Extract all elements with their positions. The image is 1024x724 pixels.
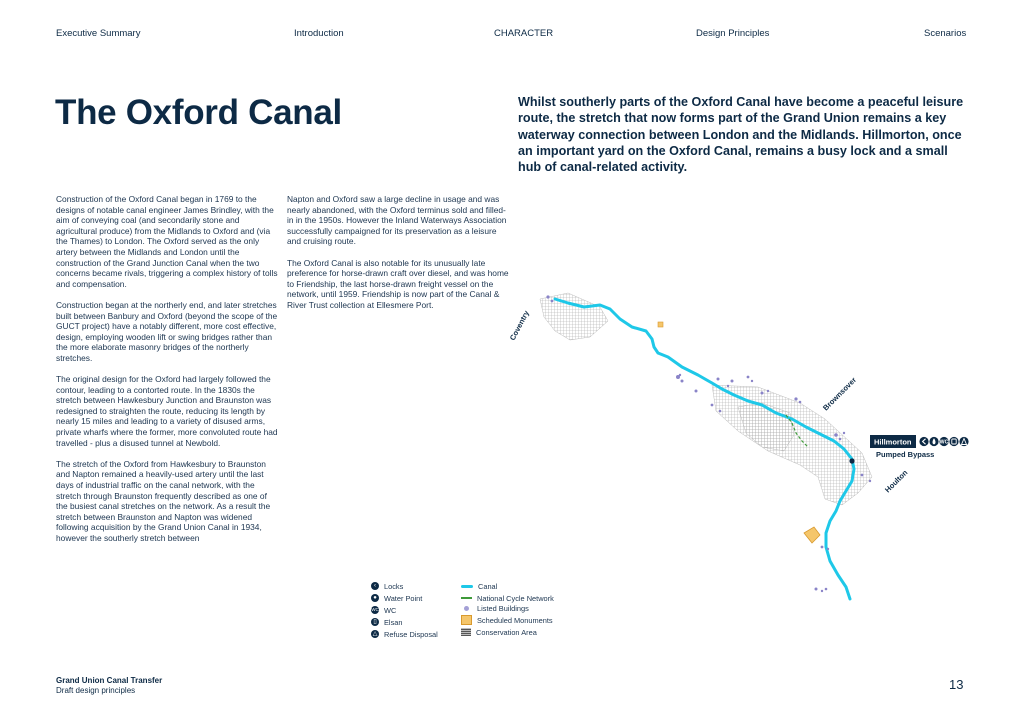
legend-label: Scheduled Monuments (477, 615, 553, 625)
nav-scenarios[interactable]: Scenarios (924, 28, 967, 39)
conservation-area-swatch (461, 628, 471, 636)
legend-label: Elsan (384, 617, 403, 627)
legend-wc (371, 605, 396, 615)
legend-canal (461, 581, 497, 591)
legend-label: Canal (478, 581, 498, 591)
legend-label: Locks (384, 581, 404, 591)
place-label-brownsover: Brownsover (821, 375, 859, 413)
legend-cycle-network (461, 593, 554, 603)
legend-label: Conservation Area (476, 627, 537, 637)
body-paragraph: The Oxford Canal is also notable for its unusually late preference for horse-drawn craft over diesel, and was home to Friendship, the last horse-drawn freight vessel on the network, until 1959. Friendship is now part of the Canal & River Trust collection at Ellesmere Port. (287, 257, 509, 310)
legend-scheduled-monuments (461, 615, 553, 625)
intro-paragraph: Whilst southerly parts of the Oxford Canal have become a peaceful leisure route, the stretch that now forms part of the Grand Union remains a key waterway connection between London and the Midlands. Hillmorton, once an important yard on the Oxford Canal, remains a busy lock and a small hub of canal-related activity. (518, 95, 964, 175)
legend-conservation-area (461, 627, 537, 637)
canal-map (500, 285, 980, 603)
place-label-pumped-bypass: Pumped Bypass (876, 450, 935, 459)
legend-refuse-disposal (371, 629, 438, 639)
svg-text:WC: WC (939, 439, 949, 446)
wc-icon: WC (371, 607, 379, 612)
water-point-icon (929, 437, 938, 446)
footer-project-title: Grand Union Canal Transfer (56, 676, 163, 685)
lock-icon (919, 437, 928, 446)
scheduled-monument-swatch (461, 615, 472, 625)
top-navigation (56, 28, 969, 42)
legend-water-point (371, 593, 422, 603)
nav-executive-summary[interactable]: Executive Summary (56, 28, 141, 39)
footer-subtitle: Draft design principles (56, 686, 136, 695)
listed-building-swatch (464, 606, 469, 611)
legend-listed-buildings (461, 603, 529, 613)
scheduled-monument (658, 322, 663, 327)
body-paragraph: Construction began at the northerly end, and later stretches built between Banbury and Oxford (beyond the scope of the GUCT project) have a notably different, more cost effective, design, employing wooden lift or swing bridges rather than the more elaborate masonry bridges of the northerly stretches. (56, 299, 278, 363)
place-label-coventry: Coventry (507, 309, 532, 342)
body-paragraph: The original design for the Oxford had largely followed the contour, leading to a contorted route. In the 1830s the stretch between Hawkesbury Junction and Braunston was redesigned to straighten the route, reducing its length by nearly 15 miles and leading to a variety of disused arms, private wharfs where the former, more convoluted route had travelled - plus a disused tunnel at Newbold. (56, 374, 278, 448)
legend-elsan (371, 617, 403, 627)
legend-label: Refuse Disposal (384, 629, 438, 639)
hillmorton-facility-icons (919, 437, 968, 446)
legend-locks (371, 581, 403, 591)
page-number: 13 (949, 677, 964, 692)
body-column-1 (56, 194, 278, 554)
lock-icon: ‹ (371, 582, 379, 590)
place-label-houlton: Houlton (883, 468, 910, 495)
elsan-icon: ▯ (371, 618, 379, 626)
scheduled-monument (804, 527, 820, 543)
wc-icon (939, 437, 948, 446)
canal-swatch (461, 585, 473, 588)
legend-label: National Cycle Network (477, 593, 554, 603)
conservation-area (540, 293, 608, 340)
nav-character[interactable]: CHARACTER (494, 28, 554, 39)
body-paragraph: Napton and Oxford saw a large decline in usage and was nearly abandoned, with the Oxford terminus sold and filled-in in the 1950s. However the Inland Waterways Association successfully campaigned for its preservation as a leisure and cruising route. (287, 194, 507, 247)
legend-label: WC (384, 605, 397, 615)
page-title: The Oxford Canal (55, 93, 342, 132)
nav-design-principles[interactable]: Design Principles (696, 28, 770, 39)
nav-introduction[interactable]: Introduction (294, 28, 344, 39)
lock-marker (849, 458, 854, 463)
legend-label: Listed Buildings (477, 603, 529, 613)
document-footer (56, 676, 162, 696)
place-label-hillmorton: Hillmorton (874, 437, 912, 447)
refuse-disposal-icon (959, 437, 968, 446)
body-paragraph: Construction of the Oxford Canal began in 1769 to the designs of notable canal engineer James Brindley, with the aim of conveying coal (and secondarily stone and agricultural produce) from the Midlands to Oxford and (via the Thames) to London. The Oxford served as the only artery between the Midlands and London until the construction of the Grand Junction Canal when the two concerns became rivals, triggering a complex history of tolls and compensation. (56, 194, 278, 289)
water-point-icon: ● (371, 594, 379, 602)
refuse-disposal-icon: △ (372, 631, 378, 637)
body-paragraph: The stretch of the Oxford from Hawkesbury to Braunston and Napton remained a heavily-used artery until the last days of industrial traffic on the canal network, with the stretch through Braunston frequently described as one of the busiest canal stretches on the network. As a result the stretch between Braunston and Napton was widened following acquisition by the Grand Union Canal in 1934, however the southerly stretch between (56, 458, 271, 543)
body-column-2 (287, 194, 511, 321)
elsan-icon (949, 437, 958, 446)
cycle-route-swatch (461, 597, 472, 599)
legend-label: Water Point (384, 593, 423, 603)
